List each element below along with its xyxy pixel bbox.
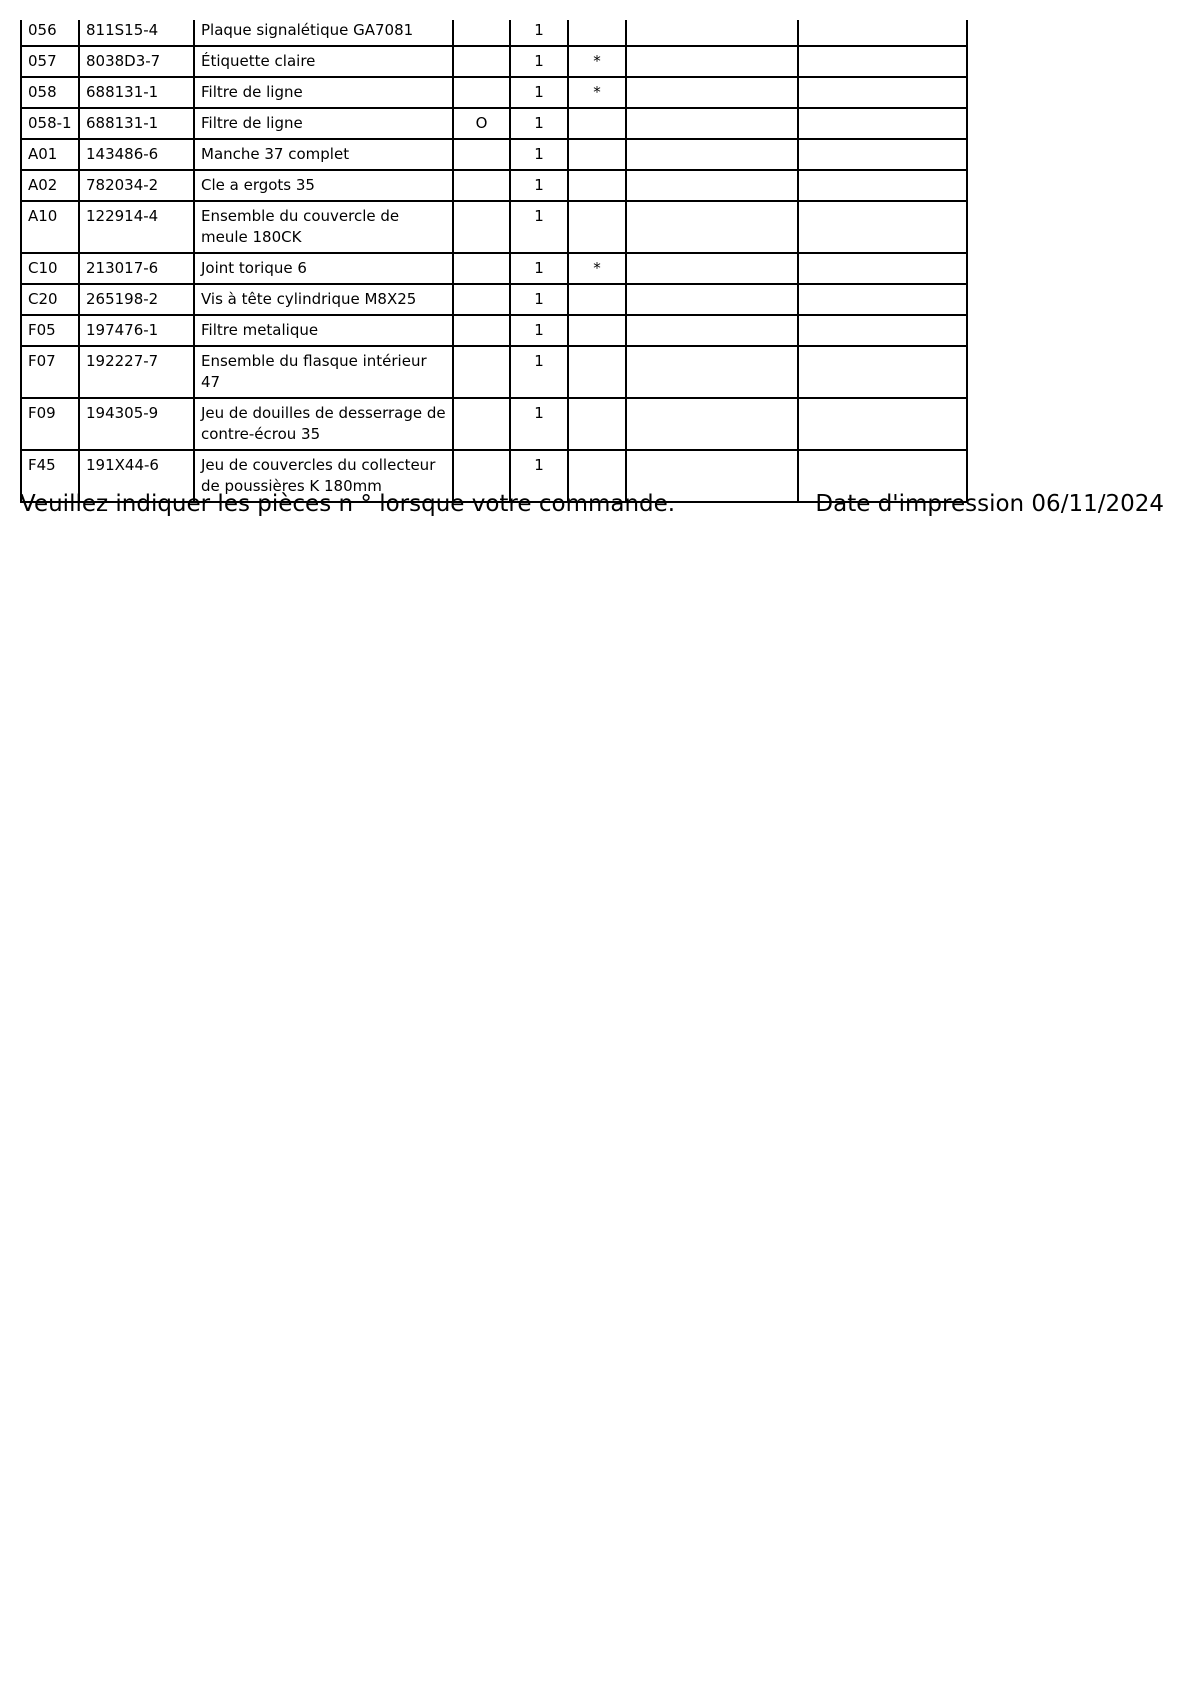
item-number-cell: 058 [21, 77, 79, 108]
blank-cell [626, 108, 798, 139]
note-cell [568, 346, 626, 398]
table-row [21, 20, 967, 46]
note-cell [568, 108, 626, 139]
note-cell [568, 139, 626, 170]
description-cell: Vis à tête cylindrique M8X25 [194, 284, 453, 315]
description-cell: Joint torique 6 [194, 253, 453, 284]
quantity-cell: 1 [510, 450, 568, 502]
option-cell [453, 77, 510, 108]
part-number-cell: 194305-9 [79, 398, 194, 450]
table-row [21, 77, 967, 108]
blank-cell [798, 170, 967, 201]
item-number-cell: F45 [21, 450, 79, 502]
option-cell [453, 201, 510, 253]
part-number-cell: 143486-6 [79, 139, 194, 170]
option-cell [453, 139, 510, 170]
part-number-cell: 197476-1 [79, 315, 194, 346]
part-number-cell: 8038D3-7 [79, 46, 194, 77]
option-cell: O [453, 108, 510, 139]
description-cell: Manche 37 complet [194, 139, 453, 170]
table-row [21, 284, 967, 315]
part-number-cell: 688131-1 [79, 108, 194, 139]
blank-cell [626, 398, 798, 450]
item-number-cell: 056 [21, 20, 79, 46]
blank-cell [798, 20, 967, 46]
parts-table [20, 20, 968, 503]
item-number-cell: A10 [21, 201, 79, 253]
blank-cell [626, 201, 798, 253]
table-row [21, 346, 967, 398]
blank-cell [798, 77, 967, 108]
note-cell [568, 398, 626, 450]
note-cell [568, 315, 626, 346]
description-cell: Ensemble du flasque intérieur 47 [194, 346, 453, 398]
blank-cell [798, 201, 967, 253]
item-number-cell: F07 [21, 346, 79, 398]
part-number-cell: 688131-1 [79, 77, 194, 108]
part-number-cell: 782034-2 [79, 170, 194, 201]
blank-cell [798, 139, 967, 170]
item-number-cell: 058-1 [21, 108, 79, 139]
quantity-cell: 1 [510, 315, 568, 346]
quantity-cell: 1 [510, 284, 568, 315]
parts-table-body [21, 20, 967, 502]
blank-cell [626, 346, 798, 398]
table-row [21, 398, 967, 450]
option-cell [453, 346, 510, 398]
table-row [21, 46, 967, 77]
part-number-cell: 213017-6 [79, 253, 194, 284]
description-cell: Filtre de ligne [194, 108, 453, 139]
description-cell: Filtre metalique [194, 315, 453, 346]
option-cell [453, 315, 510, 346]
blank-cell [626, 253, 798, 284]
quantity-cell: 1 [510, 253, 568, 284]
blank-cell [626, 77, 798, 108]
blank-cell [798, 346, 967, 398]
blank-cell [798, 108, 967, 139]
note-cell: * [568, 77, 626, 108]
blank-cell [626, 139, 798, 170]
blank-cell [798, 284, 967, 315]
item-number-cell: 057 [21, 46, 79, 77]
quantity-cell: 1 [510, 20, 568, 46]
part-number-cell: 265198-2 [79, 284, 194, 315]
item-number-cell: A01 [21, 139, 79, 170]
quantity-cell: 1 [510, 77, 568, 108]
option-cell [453, 170, 510, 201]
table-row [21, 201, 967, 253]
option-cell [453, 284, 510, 315]
table-row [21, 139, 967, 170]
blank-cell [798, 315, 967, 346]
table-row [21, 108, 967, 139]
option-cell [453, 20, 510, 46]
note-cell [568, 170, 626, 201]
blank-cell [626, 46, 798, 77]
note-cell: * [568, 46, 626, 77]
note-cell [568, 201, 626, 253]
blank-cell [626, 170, 798, 201]
table-row [21, 170, 967, 201]
item-number-cell: A02 [21, 170, 79, 201]
quantity-cell: 1 [510, 346, 568, 398]
blank-cell [798, 253, 967, 284]
note-cell: * [568, 253, 626, 284]
quantity-cell: 1 [510, 108, 568, 139]
description-cell: Jeu de douilles de desserrage de contre-écrou 35 [194, 398, 453, 450]
description-cell: Jeu de couvercles du collecteur de poussières K 180mm [194, 450, 453, 502]
description-cell: Filtre de ligne [194, 77, 453, 108]
description-cell: Plaque signalétique GA7081 [194, 20, 453, 46]
blank-cell [798, 46, 967, 77]
blank-cell [626, 20, 798, 46]
part-number-cell: 122914-4 [79, 201, 194, 253]
blank-cell [626, 315, 798, 346]
quantity-cell: 1 [510, 398, 568, 450]
quantity-cell: 1 [510, 139, 568, 170]
quantity-cell: 1 [510, 170, 568, 201]
description-cell: Cle a ergots 35 [194, 170, 453, 201]
description-cell: Ensemble du couvercle de meule 180CK [194, 201, 453, 253]
option-cell [453, 398, 510, 450]
blank-cell [798, 398, 967, 450]
order-instruction-note: Veuillez indiquer les pièces n ° lorsque votre commande. [20, 491, 676, 517]
description-cell: Étiquette claire [194, 46, 453, 77]
part-number-cell: 811S15-4 [79, 20, 194, 46]
item-number-cell: C10 [21, 253, 79, 284]
item-number-cell: F05 [21, 315, 79, 346]
option-cell [453, 46, 510, 77]
note-cell [568, 20, 626, 46]
blank-cell [626, 284, 798, 315]
part-number-cell: 192227-7 [79, 346, 194, 398]
note-cell [568, 284, 626, 315]
quantity-cell: 1 [510, 201, 568, 253]
part-number-cell: 191X44-6 [79, 450, 194, 502]
quantity-cell: 1 [510, 46, 568, 77]
print-date: Date d'impression 06/11/2024 [815, 491, 1164, 517]
item-number-cell: F09 [21, 398, 79, 450]
option-cell [453, 253, 510, 284]
item-number-cell: C20 [21, 284, 79, 315]
table-row [21, 253, 967, 284]
table-row [21, 315, 967, 346]
